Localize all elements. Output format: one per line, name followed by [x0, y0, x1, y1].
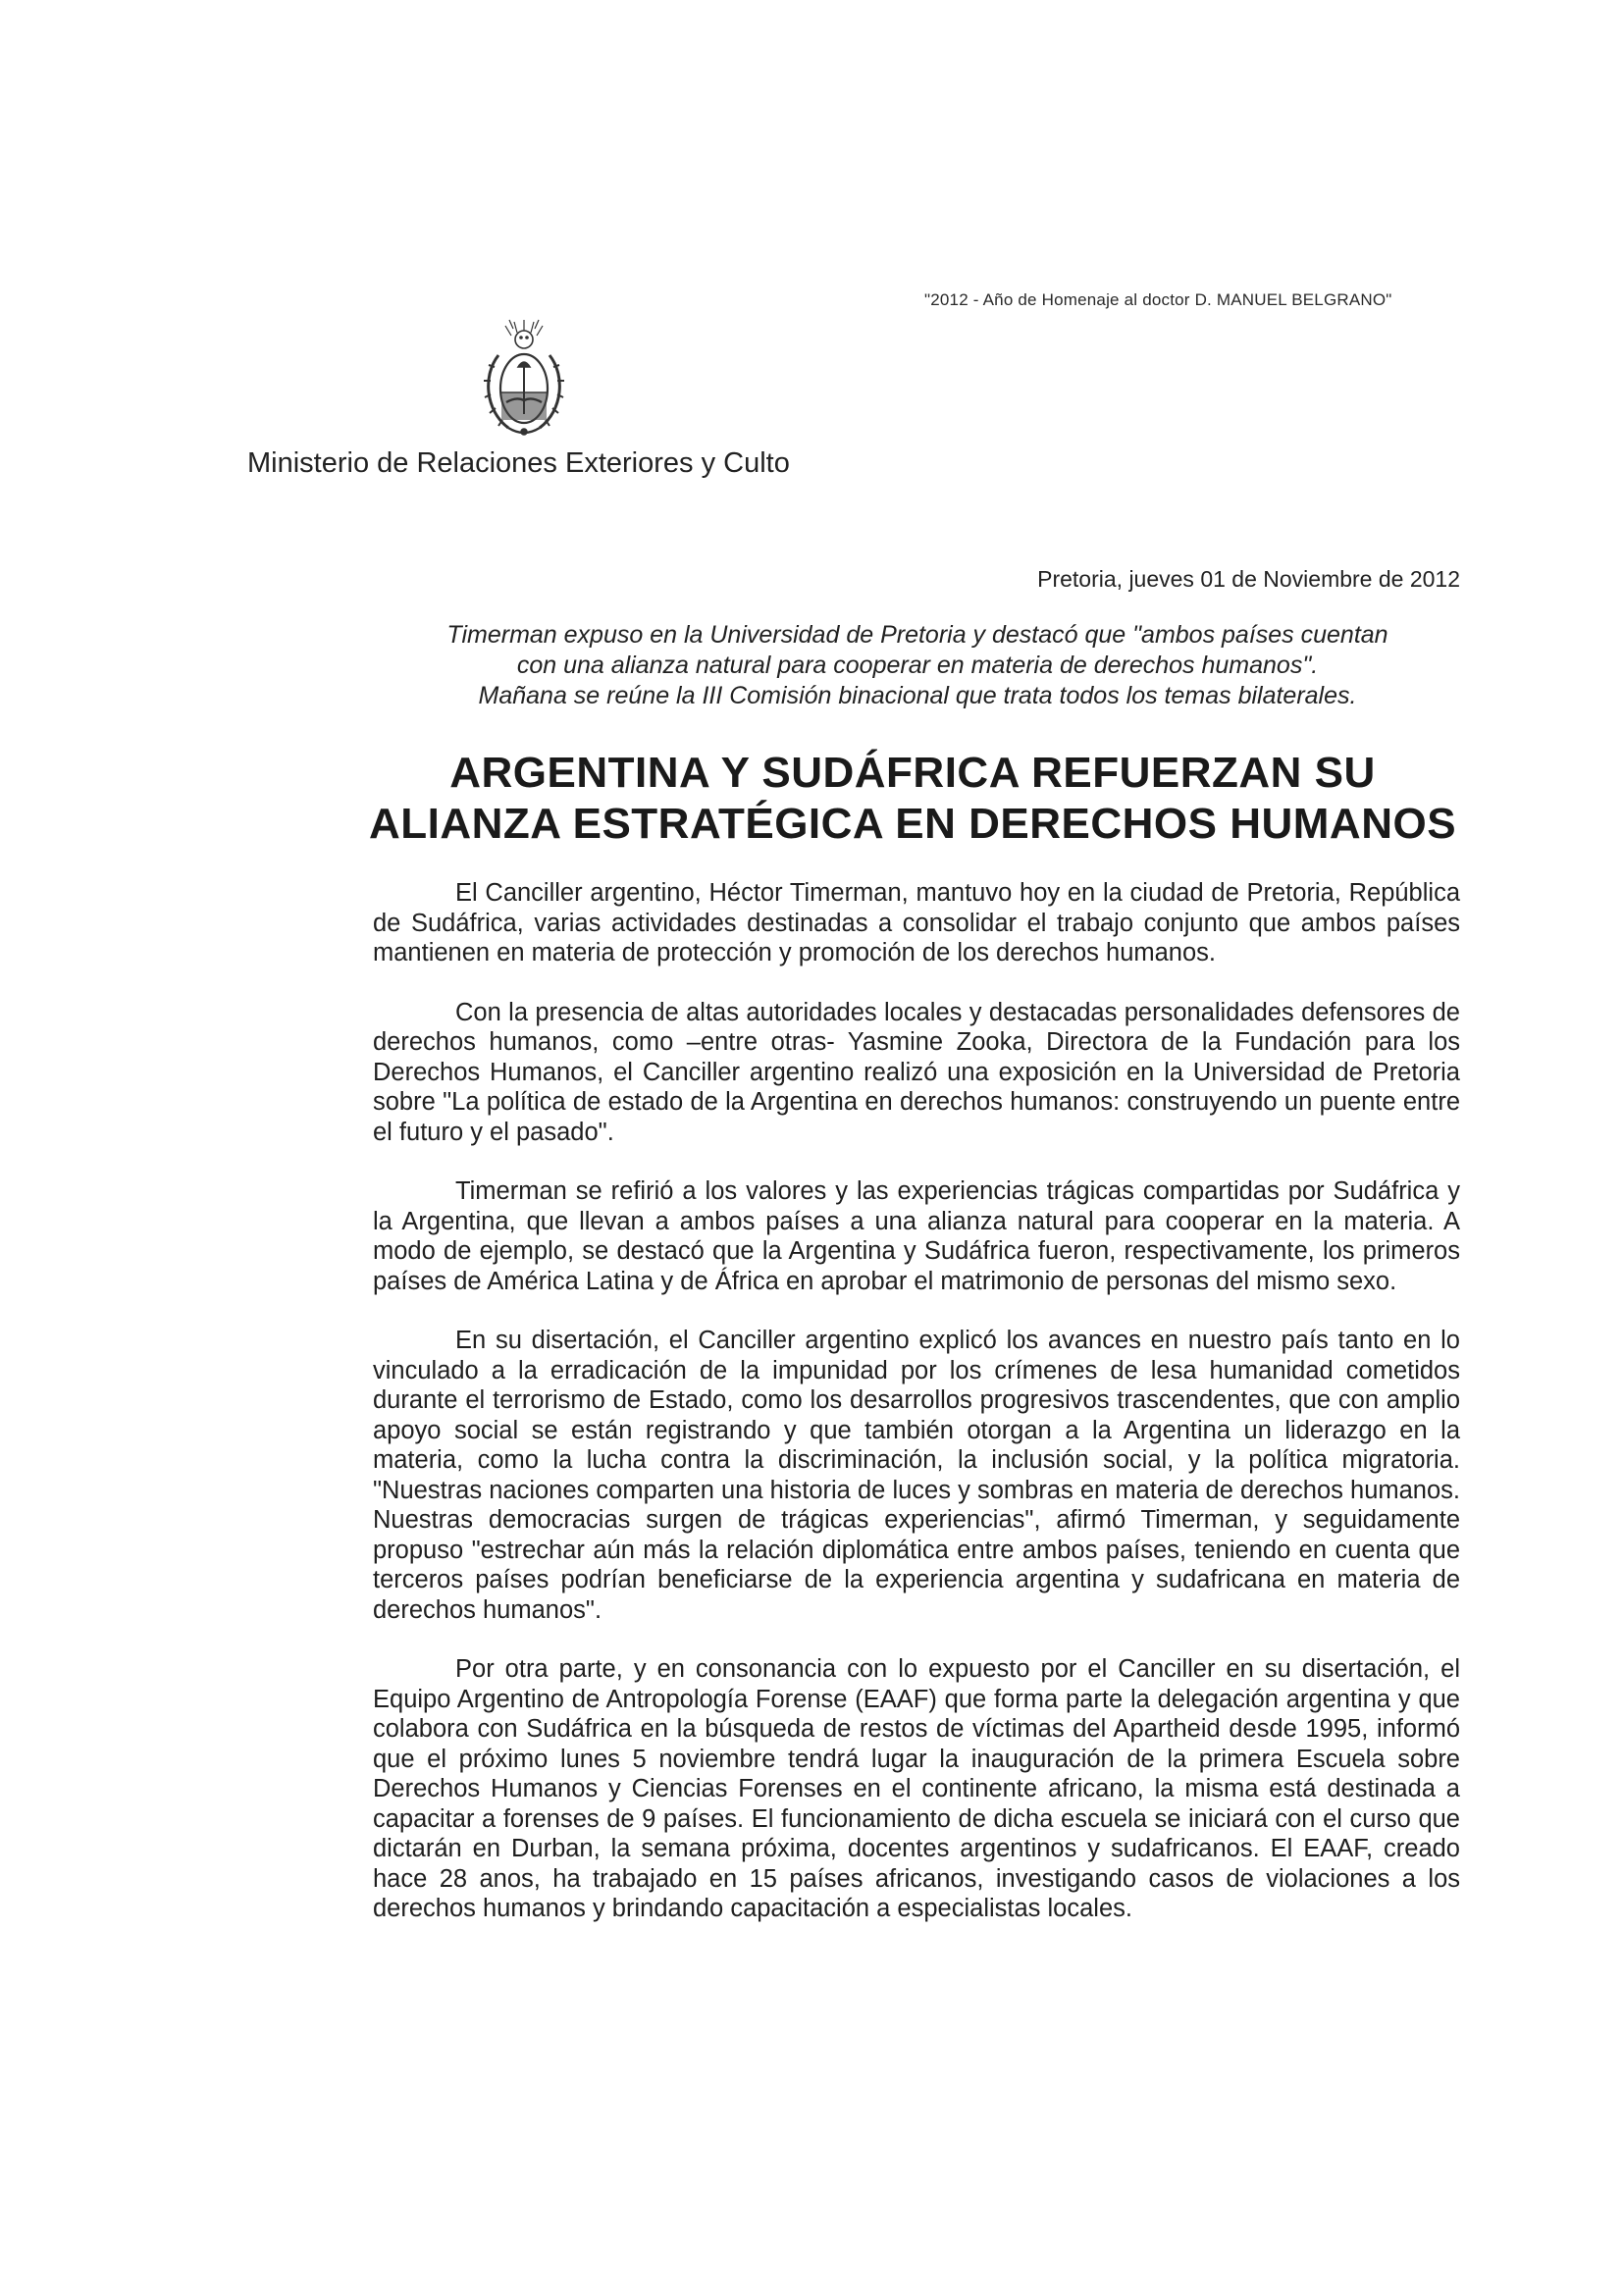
article-body — [373, 878, 1460, 1954]
subheadline-line: Mañana se reúne la III Comisión binacional que trata todos los temas bilaterales. — [478, 682, 1357, 709]
paragraph: El Canciller argentino, Héctor Timerman, mantuvo hoy en la ciudad de Pretoria, República de Sudáfrica, varias actividades destinadas a consolidar el trabajo conjunto que ambos países mantienen en materia de protección y promoción de los derechos humanos. — [373, 879, 1460, 966]
subheadline-line: Timerman expuso en la Universidad de Pretoria y destacó que "ambos países cuentan — [446, 621, 1388, 649]
commemorative-motto: "2012 - Año de Homenaje al doctor D. MANUEL BELGRANO" — [924, 290, 1392, 309]
headline — [334, 748, 1492, 850]
dateline: Pretoria, jueves 01 de Noviembre de 2012 — [1037, 566, 1460, 592]
headline-line: ARGENTINA Y SUDÁFRICA REFUERZAN SU — [449, 749, 1376, 797]
subheadline-line: con una alianza natural para cooperar en materia de derechos humanos". — [516, 652, 1319, 679]
paragraph: Por otra parte, y en consonancia con lo expuesto por el Canciller en su disertación, el Equipo Argentino de Antropología Forense (EAAF) que forma parte la delegación argentina y que colabora con Sudáfrica en la búsqueda de restos de víctimas del Apartheid desde 1995, informó que el próximo lunes 5 noviembre tendrá lugar la inauguración de la primera Escuela sobre Derechos Humanos y Ciencias Forenses en el continente africano, la misma está destinada a capacitar a forenses de 9 países. El funcionamiento de dicha escuela se iniciará con el curso que dictarán en Durban, la semana próxima, docentes argentinos y sudafricanos. El EAAF, creado hace 28 anos, ha trabajado en 15 países africanos, investigando casos de violaciones a los derechos humanos y brindando capacitación a especialistas locales. — [373, 1655, 1460, 1922]
paragraph: Timerman se refirió a los valores y las experiencias trágicas compartidas por Sudáfrica y la Argentina, que llevan a ambos países a una alianza natural para cooperar en la materia. A modo de ejemplo, se destacó que la Argentina y Sudáfrica fueron, respectivamente, los primeros países de América Latina y de África en aprobar el matrimonio de personas del mismo sexo. — [373, 1177, 1460, 1295]
headline-line: ALIANZA ESTRATÉGICA EN DERECHOS HUMANOS — [368, 800, 1457, 848]
paragraph: Con la presencia de altas autoridades locales y destacadas personalidades defensores de derechos humanos, como –entre otras- Yasmine Zooka, Directora de la Fundación para los Derechos Humanos, el Canciller argentino realizó una exposición en la Universidad de Pretoria sobre "La política de estado de la Argentina en derechos humanos: construyendo un puente entre el futuro y el pasado". — [373, 998, 1460, 1146]
subheadline — [373, 620, 1462, 711]
ministry-name: Ministerio de Relaciones Exteriores y Culto — [247, 447, 790, 479]
paragraph: En su disertación, el Canciller argentino explicó los avances en nuestro país tanto en lo vinculado a la erradicación de la impunidad por los crímenes de lesa humanidad cometidos durante el terrorismo de Estado, como los desarrollos progresivos trascendentes, que con amplio apoyo social se están registrando y que también otorgan a la Argentina un liderazgo en la materia, como la lucha contra la discriminación, la inclusión social, y la política migratoria. "Nuestras naciones comparten una historia de luces y sombras en materia de derechos humanos. Nuestras democracias surgen de trágicas experiencias", afirmó Timerman, y seguidamente propuso "estrechar aún más la relación diplomática entre ambos países, teniendo en cuenta que terceros países podrían beneficiarse de la experiencia argentina y sudafricana en materia de derechos humanos". — [373, 1327, 1460, 1624]
national-coat-of-arms-seal — [469, 316, 579, 442]
